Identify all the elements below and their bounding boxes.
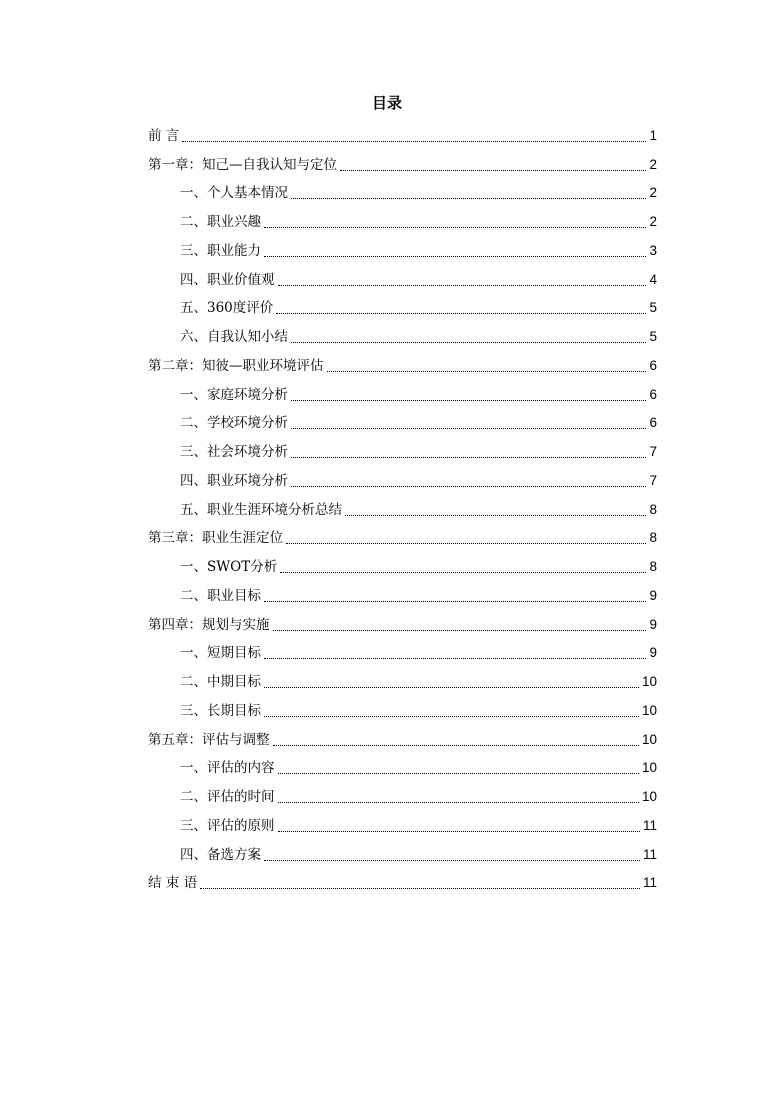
toc-entry-label: 第五章：评估与调整	[148, 731, 270, 748]
toc-entry[interactable]	[148, 493, 657, 522]
toc-entry[interactable]	[148, 407, 657, 436]
toc-entry[interactable]	[148, 780, 657, 809]
toc-entry-label: 一、家庭环境分析	[180, 386, 288, 403]
toc-entry[interactable]	[148, 550, 657, 579]
toc-entry-label: 一、个人基本情况	[180, 185, 288, 202]
toc-entry-page-number: 6	[649, 357, 657, 373]
toc-entry-page-number: 9	[649, 616, 657, 632]
toc-dot-leader	[264, 658, 646, 659]
toc-entry-page-number: 11	[642, 875, 657, 891]
toc-entry-page-number: 11	[642, 817, 657, 833]
toc-dot-leader	[327, 371, 647, 372]
toc-entry[interactable]	[148, 292, 657, 321]
toc-entry-label: 第一章：知己—自我认知与定位	[148, 156, 337, 173]
toc-entry[interactable]	[148, 119, 657, 148]
toc-entry[interactable]	[148, 579, 657, 608]
toc-dot-leader	[291, 342, 646, 343]
toc-entry[interactable]	[148, 148, 657, 177]
toc-dot-leader	[278, 831, 640, 832]
toc-entry-page-number: 2	[649, 185, 657, 201]
toc-dot-leader	[200, 888, 640, 889]
toc-entry-label: 一、评估的内容	[180, 760, 275, 777]
toc-entry[interactable]	[148, 752, 657, 781]
toc-entry-label: 三、社会环境分析	[180, 444, 288, 460]
toc-entry-label: 结 束 语	[148, 875, 198, 892]
toc-dot-leader	[264, 227, 646, 228]
toc-entry-label: 第三章：职业生涯定位	[148, 530, 283, 547]
toc-entry[interactable]	[148, 263, 657, 292]
toc-entry-page-number: 10	[641, 674, 657, 689]
toc-dot-leader	[276, 313, 646, 314]
toc-entry-page-number: 8	[649, 559, 657, 574]
toc-entry-page-number: 10	[641, 731, 657, 747]
toc-entry[interactable]	[148, 522, 657, 551]
toc-entry-label: 前 言	[148, 127, 180, 144]
toc-entry-label: 三、职业能力	[180, 242, 261, 259]
toc-dot-leader	[273, 630, 647, 631]
toc-entry-label: 一、短期目标	[180, 645, 261, 662]
toc-dot-leader	[340, 170, 646, 171]
toc-entry-label: 二、职业兴趣	[180, 214, 261, 230]
toc-list	[148, 119, 657, 895]
toc-entry-page-number: 2	[649, 214, 657, 229]
toc-entry-page-number: 10	[641, 760, 657, 776]
toc-dot-leader	[291, 400, 646, 401]
toc-entry-label: 四、备选方案	[180, 846, 261, 863]
toc-entry-page-number: 5	[649, 329, 657, 344]
toc-entry-label: 五、360度评价	[180, 300, 274, 317]
toc-entry-label: 二、评估的时间	[180, 789, 275, 805]
toc-entry-page-number: 8	[649, 530, 657, 546]
toc-entry-page-number: 10	[641, 702, 657, 718]
toc-entry[interactable]	[148, 637, 657, 666]
toc-entry[interactable]	[148, 665, 657, 694]
toc-entry[interactable]	[148, 867, 657, 896]
toc-entry-page-number: 6	[649, 415, 657, 431]
toc-entry-page-number: 1	[649, 127, 657, 143]
toc-dot-leader	[278, 802, 639, 803]
toc-entry[interactable]	[148, 349, 657, 378]
toc-entry-page-number: 10	[641, 789, 657, 804]
toc-entry-page-number: 7	[649, 444, 657, 459]
toc-entry[interactable]	[148, 378, 657, 407]
toc-entry-label: 二、学校环境分析	[180, 415, 288, 432]
toc-entry[interactable]	[148, 723, 657, 752]
toc-dot-leader	[278, 773, 639, 774]
toc-entry-page-number: 9	[649, 645, 657, 661]
toc-entry-page-number: 11	[642, 846, 657, 862]
toc-entry-label: 六、自我认知小结	[180, 329, 288, 345]
toc-dot-leader	[291, 486, 646, 487]
toc-entry-label: 二、中期目标	[180, 674, 261, 690]
toc-dot-leader	[264, 716, 639, 717]
toc-entry-label: 二、职业目标	[180, 587, 261, 604]
toc-entry-page-number: 3	[649, 242, 657, 258]
toc-entry-page-number: 6	[649, 386, 657, 402]
toc-entry[interactable]	[148, 205, 657, 234]
toc-dot-leader	[291, 457, 646, 458]
toc-entry-label: 一、SWOT分析	[180, 559, 278, 575]
toc-dot-leader	[264, 687, 639, 688]
toc-dot-leader	[291, 428, 646, 429]
toc-entry-label: 四、职业价值观	[180, 271, 275, 288]
toc-entry-page-number: 5	[649, 300, 657, 316]
toc-dot-leader	[264, 256, 646, 257]
toc-dot-leader	[280, 572, 646, 573]
toc-dot-leader	[278, 285, 647, 286]
toc-entry[interactable]	[148, 464, 657, 493]
toc-dot-leader	[345, 515, 646, 516]
toc-entry-label: 第四章：规划与实施	[148, 616, 270, 633]
toc-entry-label: 三、评估的原则	[180, 817, 275, 834]
toc-entry-label: 四、职业环境分析	[180, 472, 288, 489]
toc-entry[interactable]	[148, 177, 657, 206]
toc-entry-page-number: 9	[649, 587, 657, 603]
toc-dot-leader	[286, 543, 646, 544]
toc-entry[interactable]	[148, 694, 657, 723]
toc-dot-leader	[182, 141, 646, 142]
toc-entry-page-number: 7	[649, 472, 657, 488]
toc-entry[interactable]	[148, 234, 657, 263]
toc-entry[interactable]	[148, 809, 657, 838]
toc-entry[interactable]	[148, 838, 657, 867]
toc-dot-leader	[264, 601, 646, 602]
toc-entry[interactable]	[148, 320, 657, 349]
toc-title: 目录	[371, 94, 402, 112]
toc-entry-page-number: 2	[649, 156, 657, 172]
toc-entry-label: 三、长期目标	[180, 702, 261, 719]
toc-entry[interactable]	[148, 608, 657, 637]
toc-entry-label: 第二章：知彼—职业环境评估	[148, 357, 324, 374]
toc-entry-page-number: 8	[649, 501, 657, 517]
toc-entry[interactable]	[148, 435, 657, 464]
toc-dot-leader	[291, 198, 646, 199]
toc-dot-leader	[273, 745, 639, 746]
toc-dot-leader	[264, 860, 640, 861]
toc-entry-page-number: 4	[649, 271, 657, 287]
toc-entry-label: 五、职业生涯环境分析总结	[180, 501, 342, 518]
